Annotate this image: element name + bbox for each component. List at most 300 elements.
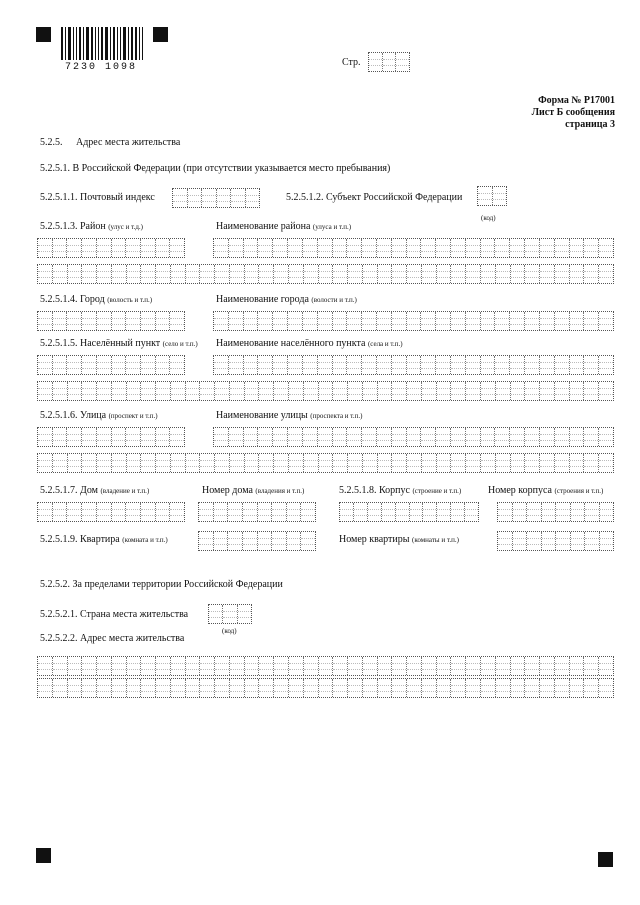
input-cell[interactable]: [243, 532, 258, 550]
input-cell[interactable]: [215, 679, 230, 697]
input-cell[interactable]: [585, 532, 600, 550]
input-cell[interactable]: [451, 239, 466, 257]
input-cell[interactable]: [318, 239, 333, 257]
input-cell[interactable]: [525, 657, 540, 675]
input-cell[interactable]: [570, 239, 585, 257]
input-cell[interactable]: [392, 239, 407, 257]
input-cell[interactable]: [333, 239, 348, 257]
input-cell[interactable]: [68, 265, 83, 283]
input-cell[interactable]: [481, 657, 496, 675]
input-cell[interactable]: [244, 239, 259, 257]
input-cell[interactable]: [126, 428, 141, 446]
input-cell[interactable]: [392, 356, 407, 374]
input-cell[interactable]: [126, 312, 141, 330]
input-cell[interactable]: [584, 356, 599, 374]
input-cell[interactable]: [141, 312, 156, 330]
input-cell[interactable]: [245, 657, 260, 675]
input-cell[interactable]: [245, 454, 260, 472]
input-cell[interactable]: [496, 265, 511, 283]
input-cell[interactable]: [214, 239, 229, 257]
input-cell[interactable]: [556, 503, 571, 521]
input-cell[interactable]: [141, 503, 156, 521]
input-cell[interactable]: [377, 356, 392, 374]
input-cell[interactable]: [378, 657, 393, 675]
input-cell[interactable]: [304, 265, 319, 283]
input-cell[interactable]: [68, 382, 83, 400]
input-cell[interactable]: [259, 657, 274, 675]
input-cell[interactable]: [584, 239, 599, 257]
input-cell[interactable]: [303, 312, 318, 330]
input-cell[interactable]: [112, 428, 127, 446]
input-cell[interactable]: [451, 454, 466, 472]
input-cell[interactable]: [156, 312, 171, 330]
input-cell[interactable]: [599, 679, 613, 697]
input-cell[interactable]: [555, 265, 570, 283]
input-cell[interactable]: [289, 679, 304, 697]
input-cell[interactable]: [97, 239, 112, 257]
input-cell[interactable]: [127, 454, 142, 472]
input-cell[interactable]: [244, 428, 259, 446]
input-cell[interactable]: [540, 657, 555, 675]
input-cell[interactable]: [53, 312, 68, 330]
input-cell[interactable]: [570, 657, 585, 675]
input-cell[interactable]: [289, 657, 304, 675]
input-cell[interactable]: [126, 239, 141, 257]
input-cell[interactable]: [97, 265, 112, 283]
input-cell[interactable]: [82, 657, 97, 675]
input-cell[interactable]: [214, 356, 229, 374]
input-cell[interactable]: [410, 503, 424, 521]
input-cell[interactable]: [383, 53, 397, 71]
input-cell[interactable]: [156, 356, 171, 374]
input-cell[interactable]: [156, 657, 171, 675]
input-cell[interactable]: [466, 679, 481, 697]
settlement-name-field-1[interactable]: [213, 355, 614, 375]
street-name-field-2[interactable]: [37, 453, 614, 473]
input-cell[interactable]: [214, 503, 229, 521]
input-cell[interactable]: [97, 503, 112, 521]
input-cell[interactable]: [67, 503, 82, 521]
korpus-type-field[interactable]: [339, 502, 479, 522]
input-cell[interactable]: [378, 265, 393, 283]
input-cell[interactable]: [259, 454, 274, 472]
input-cell[interactable]: [495, 239, 510, 257]
input-cell[interactable]: [215, 657, 230, 675]
input-cell[interactable]: [333, 454, 348, 472]
input-cell[interactable]: [53, 382, 68, 400]
input-cell[interactable]: [333, 657, 348, 675]
input-cell[interactable]: [318, 312, 333, 330]
input-cell[interactable]: [258, 428, 273, 446]
input-cell[interactable]: [228, 532, 243, 550]
input-cell[interactable]: [171, 657, 186, 675]
input-cell[interactable]: [466, 382, 481, 400]
input-cell[interactable]: [112, 312, 127, 330]
input-cell[interactable]: [333, 312, 348, 330]
input-cell[interactable]: [288, 428, 303, 446]
input-cell[interactable]: [421, 239, 436, 257]
input-cell[interactable]: [542, 503, 557, 521]
input-cell[interactable]: [584, 382, 599, 400]
input-cell[interactable]: [396, 503, 410, 521]
city-type-field[interactable]: [37, 311, 185, 331]
input-cell[interactable]: [287, 503, 302, 521]
input-cell[interactable]: [156, 503, 171, 521]
input-cell[interactable]: [141, 679, 156, 697]
input-cell[interactable]: [53, 428, 68, 446]
input-cell[interactable]: [215, 454, 230, 472]
input-cell[interactable]: [53, 454, 68, 472]
input-cell[interactable]: [112, 265, 127, 283]
input-cell[interactable]: [259, 679, 274, 697]
input-cell[interactable]: [170, 239, 184, 257]
input-cell[interactable]: [555, 356, 570, 374]
input-cell[interactable]: [229, 312, 244, 330]
input-cell[interactable]: [407, 428, 422, 446]
input-cell[interactable]: [186, 265, 201, 283]
input-cell[interactable]: [495, 312, 510, 330]
input-cell[interactable]: [231, 189, 246, 207]
input-cell[interactable]: [215, 382, 230, 400]
input-cell[interactable]: [217, 189, 232, 207]
input-cell[interactable]: [392, 265, 407, 283]
input-cell[interactable]: [584, 679, 599, 697]
input-cell[interactable]: [156, 454, 171, 472]
input-cell[interactable]: [369, 53, 383, 71]
input-cell[interactable]: [363, 382, 378, 400]
rayon-name-field-1[interactable]: [213, 238, 614, 258]
input-cell[interactable]: [97, 312, 112, 330]
input-cell[interactable]: [319, 382, 334, 400]
input-cell[interactable]: [318, 356, 333, 374]
input-cell[interactable]: [245, 679, 260, 697]
input-cell[interactable]: [510, 312, 525, 330]
input-cell[interactable]: [68, 657, 83, 675]
flat-type-field[interactable]: [198, 531, 316, 551]
input-cell[interactable]: [82, 239, 97, 257]
input-cell[interactable]: [451, 265, 466, 283]
input-cell[interactable]: [348, 265, 363, 283]
input-cell[interactable]: [112, 503, 127, 521]
input-cell[interactable]: [200, 382, 215, 400]
input-cell[interactable]: [202, 189, 217, 207]
input-cell[interactable]: [156, 382, 171, 400]
input-cell[interactable]: [510, 239, 525, 257]
input-cell[interactable]: [112, 356, 127, 374]
input-cell[interactable]: [304, 679, 319, 697]
input-cell[interactable]: [555, 239, 570, 257]
input-cell[interactable]: [82, 454, 97, 472]
input-cell[interactable]: [287, 532, 302, 550]
input-cell[interactable]: [481, 454, 496, 472]
input-cell[interactable]: [82, 356, 97, 374]
input-cell[interactable]: [156, 239, 171, 257]
input-cell[interactable]: [288, 239, 303, 257]
input-cell[interactable]: [451, 679, 466, 697]
input-cell[interactable]: [377, 428, 392, 446]
input-cell[interactable]: [466, 239, 481, 257]
input-cell[interactable]: [38, 239, 53, 257]
input-cell[interactable]: [171, 679, 186, 697]
input-cell[interactable]: [599, 454, 613, 472]
input-cell[interactable]: [599, 265, 613, 283]
input-cell[interactable]: [421, 428, 436, 446]
input-cell[interactable]: [38, 382, 53, 400]
input-cell[interactable]: [126, 503, 141, 521]
input-cell[interactable]: [599, 239, 613, 257]
input-cell[interactable]: [319, 679, 334, 697]
input-cell[interactable]: [527, 532, 542, 550]
input-cell[interactable]: [498, 532, 513, 550]
input-cell[interactable]: [258, 532, 273, 550]
input-cell[interactable]: [392, 679, 407, 697]
input-cell[interactable]: [82, 428, 97, 446]
input-cell[interactable]: [112, 454, 127, 472]
input-cell[interactable]: [170, 503, 184, 521]
input-cell[interactable]: [38, 312, 53, 330]
input-cell[interactable]: [465, 503, 478, 521]
input-cell[interactable]: [319, 265, 334, 283]
input-cell[interactable]: [396, 53, 409, 71]
input-cell[interactable]: [347, 428, 362, 446]
input-cell[interactable]: [363, 657, 378, 675]
input-cell[interactable]: [38, 454, 53, 472]
input-cell[interactable]: [555, 312, 570, 330]
input-cell[interactable]: [53, 503, 68, 521]
input-cell[interactable]: [437, 265, 452, 283]
input-cell[interactable]: [437, 454, 452, 472]
input-cell[interactable]: [223, 605, 237, 623]
input-cell[interactable]: [171, 454, 186, 472]
input-cell[interactable]: [466, 657, 481, 675]
input-cell[interactable]: [511, 657, 526, 675]
input-cell[interactable]: [451, 356, 466, 374]
country-code-field[interactable]: [208, 604, 252, 624]
input-cell[interactable]: [436, 428, 451, 446]
input-cell[interactable]: [126, 356, 141, 374]
input-cell[interactable]: [496, 382, 511, 400]
input-cell[interactable]: [407, 356, 422, 374]
input-cell[interactable]: [437, 503, 451, 521]
input-cell[interactable]: [141, 454, 156, 472]
input-cell[interactable]: [38, 265, 53, 283]
input-cell[interactable]: [423, 503, 437, 521]
input-cell[interactable]: [127, 679, 142, 697]
input-cell[interactable]: [303, 356, 318, 374]
input-cell[interactable]: [53, 657, 68, 675]
input-cell[interactable]: [229, 356, 244, 374]
input-cell[interactable]: [304, 657, 319, 675]
input-cell[interactable]: [584, 454, 599, 472]
input-cell[interactable]: [571, 503, 586, 521]
input-cell[interactable]: [244, 356, 259, 374]
input-cell[interactable]: [451, 503, 465, 521]
input-cell[interactable]: [171, 382, 186, 400]
input-cell[interactable]: [53, 265, 68, 283]
input-cell[interactable]: [570, 679, 585, 697]
input-cell[interactable]: [258, 503, 273, 521]
input-cell[interactable]: [68, 679, 83, 697]
input-cell[interactable]: [186, 657, 201, 675]
input-cell[interactable]: [363, 454, 378, 472]
input-cell[interactable]: [437, 657, 452, 675]
input-cell[interactable]: [511, 382, 526, 400]
input-cell[interactable]: [525, 265, 540, 283]
input-cell[interactable]: [481, 312, 496, 330]
input-cell[interactable]: [141, 356, 156, 374]
abroad-address-field-2[interactable]: [37, 678, 614, 698]
input-cell[interactable]: [422, 679, 437, 697]
input-cell[interactable]: [272, 503, 287, 521]
subject-code-field[interactable]: [477, 186, 507, 206]
input-cell[interactable]: [570, 428, 585, 446]
input-cell[interactable]: [378, 382, 393, 400]
input-cell[interactable]: [540, 312, 555, 330]
input-cell[interactable]: [407, 312, 422, 330]
input-cell[interactable]: [127, 657, 142, 675]
input-cell[interactable]: [289, 382, 304, 400]
input-cell[interactable]: [97, 454, 112, 472]
input-cell[interactable]: [540, 679, 555, 697]
input-cell[interactable]: [209, 605, 223, 623]
input-cell[interactable]: [555, 679, 570, 697]
input-cell[interactable]: [214, 428, 229, 446]
input-cell[interactable]: [392, 382, 407, 400]
input-cell[interactable]: [496, 454, 511, 472]
input-cell[interactable]: [274, 265, 289, 283]
input-cell[interactable]: [273, 428, 288, 446]
input-cell[interactable]: [200, 657, 215, 675]
input-cell[interactable]: [407, 382, 422, 400]
input-cell[interactable]: [97, 657, 112, 675]
input-cell[interactable]: [451, 382, 466, 400]
input-cell[interactable]: [112, 657, 127, 675]
input-cell[interactable]: [200, 454, 215, 472]
input-cell[interactable]: [273, 239, 288, 257]
house-number-field[interactable]: [198, 502, 316, 522]
input-cell[interactable]: [53, 679, 68, 697]
input-cell[interactable]: [214, 532, 229, 550]
input-cell[interactable]: [481, 382, 496, 400]
input-cell[interactable]: [496, 657, 511, 675]
input-cell[interactable]: [112, 382, 127, 400]
input-cell[interactable]: [38, 657, 53, 675]
input-cell[interactable]: [245, 265, 260, 283]
input-cell[interactable]: [555, 428, 570, 446]
input-cell[interactable]: [274, 382, 289, 400]
input-cell[interactable]: [422, 382, 437, 400]
input-cell[interactable]: [333, 382, 348, 400]
rayon-name-field-2[interactable]: [37, 264, 614, 284]
input-cell[interactable]: [392, 657, 407, 675]
input-cell[interactable]: [67, 239, 82, 257]
settlement-type-field[interactable]: [37, 355, 185, 375]
input-cell[interactable]: [228, 503, 243, 521]
input-cell[interactable]: [466, 454, 481, 472]
input-cell[interactable]: [570, 454, 585, 472]
input-cell[interactable]: [362, 312, 377, 330]
input-cell[interactable]: [540, 356, 555, 374]
input-cell[interactable]: [319, 657, 334, 675]
input-cell[interactable]: [67, 356, 82, 374]
input-cell[interactable]: [407, 265, 422, 283]
input-cell[interactable]: [599, 382, 613, 400]
input-cell[interactable]: [555, 657, 570, 675]
input-cell[interactable]: [230, 265, 245, 283]
input-cell[interactable]: [599, 428, 613, 446]
input-cell[interactable]: [274, 454, 289, 472]
input-cell[interactable]: [238, 605, 251, 623]
settlement-name-field-2[interactable]: [37, 381, 614, 401]
city-name-field[interactable]: [213, 311, 614, 331]
input-cell[interactable]: [481, 679, 496, 697]
input-cell[interactable]: [229, 428, 244, 446]
input-cell[interactable]: [510, 428, 525, 446]
input-cell[interactable]: [570, 356, 585, 374]
input-cell[interactable]: [571, 532, 586, 550]
input-cell[interactable]: [421, 356, 436, 374]
input-cell[interactable]: [127, 265, 142, 283]
input-cell[interactable]: [82, 679, 97, 697]
input-cell[interactable]: [378, 454, 393, 472]
input-cell[interactable]: [333, 356, 348, 374]
input-cell[interactable]: [362, 428, 377, 446]
input-cell[interactable]: [304, 382, 319, 400]
input-cell[interactable]: [437, 679, 452, 697]
input-cell[interactable]: [599, 356, 613, 374]
input-cell[interactable]: [333, 265, 348, 283]
abroad-address-field-1[interactable]: [37, 656, 614, 676]
input-cell[interactable]: [542, 532, 557, 550]
input-cell[interactable]: [422, 657, 437, 675]
input-cell[interactable]: [156, 679, 171, 697]
input-cell[interactable]: [481, 265, 496, 283]
input-cell[interactable]: [510, 356, 525, 374]
input-cell[interactable]: [301, 532, 315, 550]
input-cell[interactable]: [466, 356, 481, 374]
input-cell[interactable]: [246, 189, 260, 207]
input-cell[interactable]: [570, 382, 585, 400]
input-cell[interactable]: [513, 532, 528, 550]
input-cell[interactable]: [555, 454, 570, 472]
input-cell[interactable]: [392, 312, 407, 330]
input-cell[interactable]: [493, 187, 507, 205]
input-cell[interactable]: [186, 382, 201, 400]
input-cell[interactable]: [481, 239, 496, 257]
input-cell[interactable]: [540, 454, 555, 472]
input-cell[interactable]: [466, 312, 481, 330]
input-cell[interactable]: [556, 532, 571, 550]
input-cell[interactable]: [141, 239, 156, 257]
input-cell[interactable]: [382, 503, 396, 521]
input-cell[interactable]: [156, 428, 171, 446]
input-cell[interactable]: [585, 503, 600, 521]
street-type-field[interactable]: [37, 427, 185, 447]
input-cell[interactable]: [245, 382, 260, 400]
input-cell[interactable]: [392, 428, 407, 446]
input-cell[interactable]: [214, 312, 229, 330]
input-cell[interactable]: [481, 356, 496, 374]
input-cell[interactable]: [525, 239, 540, 257]
street-name-field-1[interactable]: [213, 427, 614, 447]
page-number-field[interactable]: [368, 52, 410, 72]
input-cell[interactable]: [525, 454, 540, 472]
input-cell[interactable]: [348, 657, 363, 675]
input-cell[interactable]: [288, 312, 303, 330]
input-cell[interactable]: [407, 657, 422, 675]
input-cell[interactable]: [82, 312, 97, 330]
input-cell[interactable]: [258, 312, 273, 330]
